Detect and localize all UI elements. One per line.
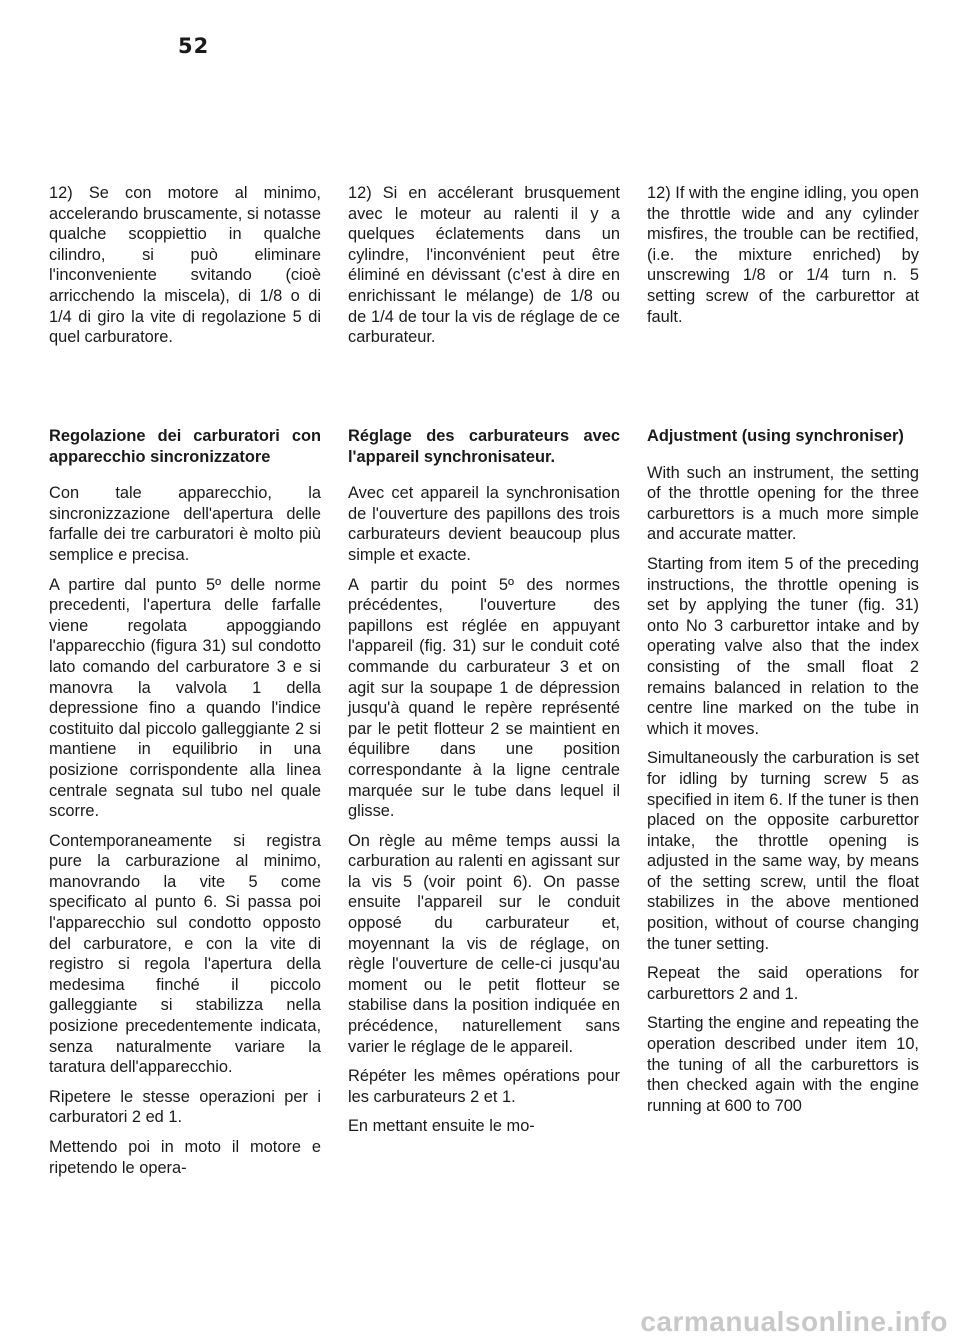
french-intro-paragraph: 12) Si en accélerant brusquement avec le moteur au ralenti il y a quelques éclatements dans un cylindre, l'inconvénient peut être éliminé en dévissant (c'est à dire en enrichissant le mélange) de 1/8 ou de 1/4 de tour la vis de réglage de ce carburateur. bbox=[348, 184, 620, 347]
french-paragraph: Répéter les mêmes opérations pour les carburateurs 2 et 1. bbox=[348, 1067, 620, 1106]
english-paragraph: Repeat the said operations for carburettors 2 and 1. bbox=[647, 964, 919, 1003]
english-paragraph: Starting the engine and repeating the operation described under item 10, the tuning of all the carburettors is then checked again with the engine running at 600 to 700 bbox=[647, 1014, 919, 1115]
english-paragraph: Simultaneously the carburation is set for idling by turning screw 5 as specified in item 6. If the tuner is then placed on the opposite carburettor intake, the throttle opening is adjusted in the same way, by means of the setting screw, until the float stabilizes in the above mentioned position, without of course changing the tuner setting. bbox=[647, 749, 919, 953]
italian-paragraph: Contemporaneamente si registra pure la carburazione al minimo, manovrando la vite 5 come specificato al punto 6. Si passa poi l'apparecchio sul condotto opposto del carburatore, e con la vite di registro si regola l'apertura della medesima finché il piccolo galleggiante si stabilizza nella posizione precedentemente indicata, senza naturalmente variare la taratura dell'apparecchio. bbox=[49, 831, 321, 1077]
french-paragraph: En mettant ensuite le mo- bbox=[348, 1117, 535, 1136]
italian-section-heading: Regolazione dei carburatori con apparecchio sincronizzatore bbox=[49, 427, 321, 466]
french-section-heading: Réglage des carburateurs avec l'appareil synchronisateur. bbox=[348, 427, 620, 466]
watermark: carmanualsonline.info bbox=[640, 1306, 948, 1337]
italian-paragraph: Mettendo poi in moto il motore e ripetendo le opera- bbox=[49, 1138, 321, 1177]
page-number: 52 bbox=[178, 34, 210, 58]
english-paragraph: Starting from item 5 of the preceding instructions, the throttle opening is set by applying the tuner (fig. 31) onto No 3 carburettor intake and by operating valve also that the index consisting of the small float 2 remains balanced in relation to the centre line marked on the tube in which it moves. bbox=[647, 554, 919, 738]
italian-intro-paragraph: 12) Se con motore al minimo, accelerando bruscamente, si notasse qualche scoppiettio in qualche cilindro, si può eliminare l'inconveniente svitando (cioè arricchendo la miscela), di 1/8 o di 1/4 di giro la vite di regolazione 5 di quel carburatore. bbox=[49, 184, 321, 347]
italian-paragraph: A partire dal punto 5º delle norme precedenti, l'apertura delle farfalle viene regolata appoggiando l'apparecchio (figura 31) sul condotto lato comando del carburatore 3 e si manovra la valvola 1 della depressione fino a quando l'indice costituito dal piccolo galleggiante 2 si mantiene in equilibrio in una posizione corrispondente alla linea centrale segnata sul tubo nel quale scorre. bbox=[49, 575, 321, 821]
italian-paragraph: Ripetere le stesse operazioni per i carburatori 2 ed 1. bbox=[49, 1087, 321, 1127]
italian-paragraph: Con tale apparecchio, la sincronizzazione dell'apertura delle farfalle dei tre carburatori è molto più semplice e precisa. bbox=[49, 484, 321, 564]
english-section-heading: Adjustment (using synchroniser) bbox=[647, 427, 904, 445]
french-paragraph: A partir du point 5º des normes précédentes, l'ouverture des papillons est réglée en appuyant l'appareil (fig. 31) sur le conduit coté commande du carburateur 3 et on agit sur la soupape 1 de dépression jusqu'à quand le repère représenté par le petit flotteur 2 se maintient en équilibre dans une position correspondante à la ligne centrale marquée sur le tube dans lequel il glisse. bbox=[348, 575, 620, 821]
english-paragraph: With such an instrument, the setting of the throttle opening for the three carburettors is a much more simple and accurate matter. bbox=[647, 463, 919, 544]
french-paragraph: On règle au même temps aussi la carburation au ralenti en agissant sur la vis 5 (voir point 6). On passe ensuite l'appareil sur le conduit opposé du carburateur et, moyennant la vis de réglage, on règle l'ouverture de celle-ci jusqu'au moment ou le petit flotteur se stabilise dans la position indiquée en précédence, naturellement sans varier le réglage de le appareil. bbox=[348, 831, 620, 1056]
english-intro-paragraph: 12) If with the engine idling, you open the throttle wide and any cylinder misfires, the trouble can be rectified, (i.e. the mixture enriched) by unscrewing 1/8 or 1/4 turn n. 5 setting screw of the carburettor at fault. bbox=[647, 184, 919, 326]
french-paragraph: Avec cet appareil la synchronisation de l'ouverture des papillons des trois carburateurs devient beaucoup plus simple et exacte. bbox=[348, 484, 620, 564]
